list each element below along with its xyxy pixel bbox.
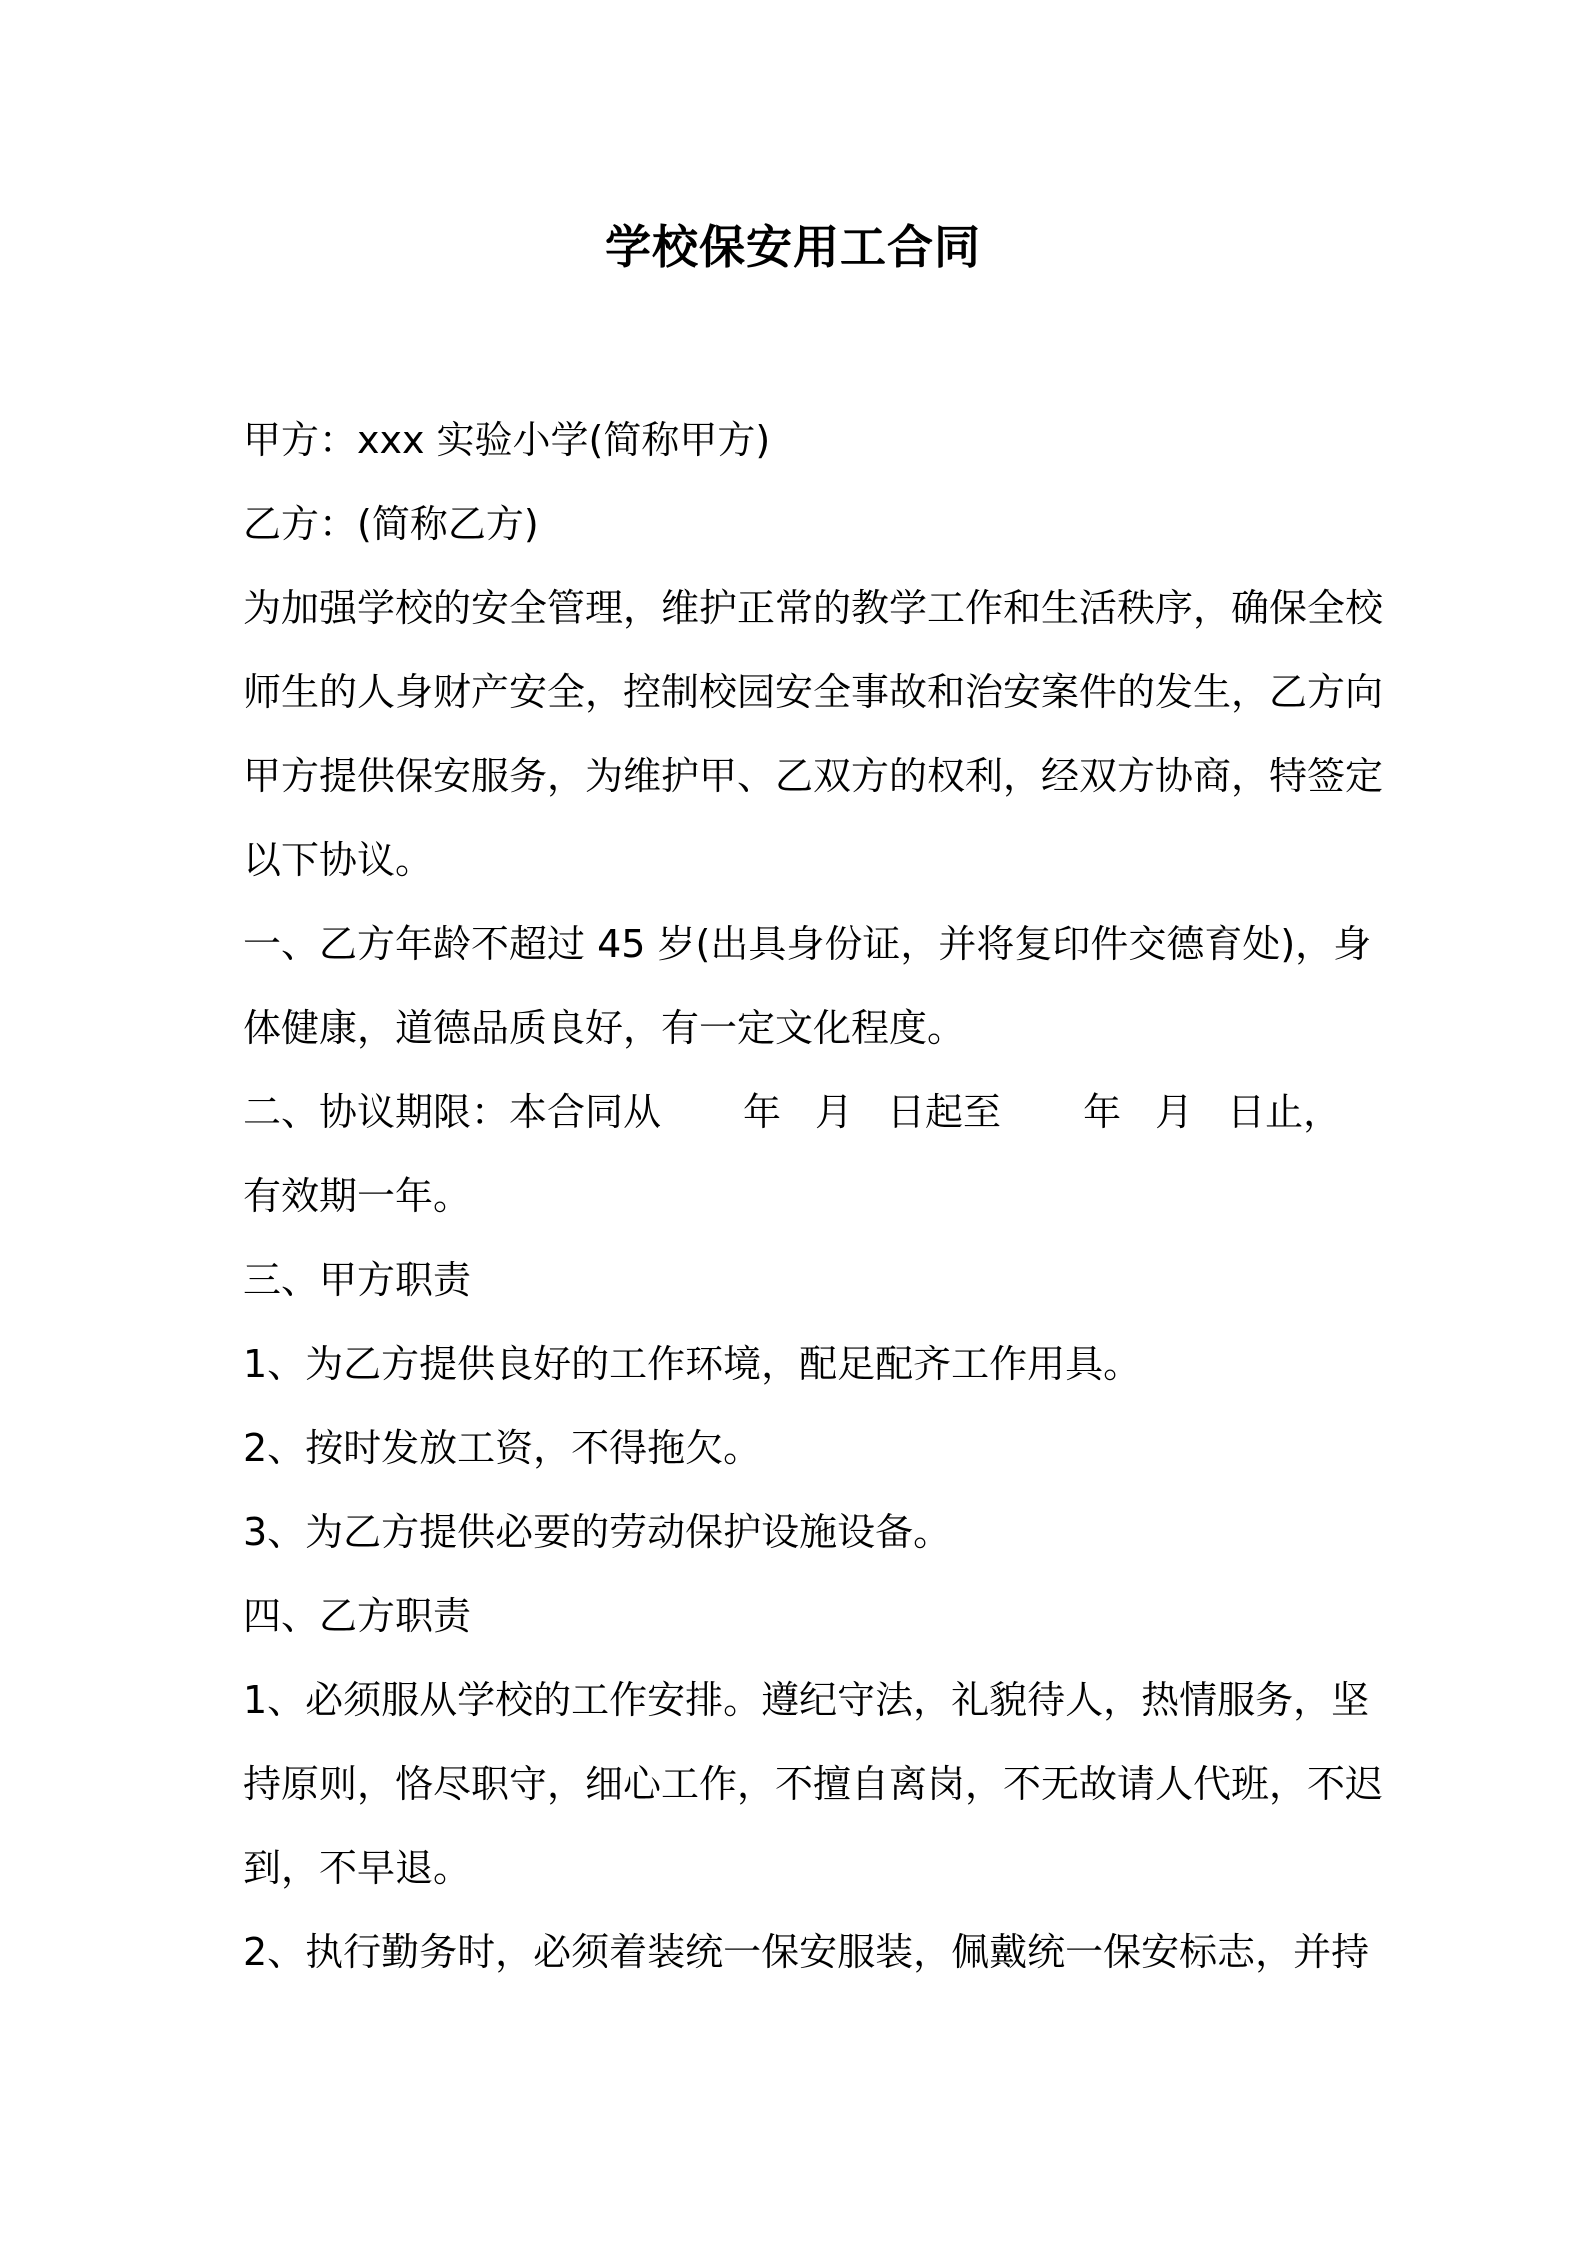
clause-1-line: 一、乙方年龄不超过 45 岁(出具身份证，并将复印件交德育处)，身 (243, 922, 1372, 966)
section-3-heading: 三、甲方职责 (243, 1258, 472, 1302)
end-month-label: 月 (1155, 1090, 1194, 1134)
section-4-heading: 四、乙方职责 (243, 1594, 472, 1638)
start-month-label: 月 (815, 1090, 854, 1134)
preamble-line: 为加强学校的安全管理，维护正常的教学工作和生活秩序，确保全校 (243, 586, 1384, 630)
section-4-item-1-line: 持原则，恪尽职守，细心工作，不擅自离岗，不无故请人代班，不迟 (243, 1762, 1384, 1806)
section-4-item-1-line: 到，不早退。 (243, 1846, 472, 1890)
document-title: 学校保安用工合同 (605, 220, 981, 274)
clause-2-term-line (243, 1070, 1363, 1154)
end-year-label: 年 (1083, 1090, 1122, 1134)
preamble-line: 师生的人身财产安全，控制校园安全事故和治安案件的发生，乙方向 (243, 670, 1384, 714)
section-3-item: 2、按时发放工资，不得拖欠。 (243, 1426, 762, 1470)
start-day-label: 日起至 (887, 1090, 1002, 1134)
party-b-line: 乙方：(简称乙方) (243, 502, 539, 546)
section-3-item: 3、为乙方提供必要的劳动保护设施设备。 (243, 1510, 952, 1554)
end-day-label: 日止， (1227, 1090, 1342, 1134)
clause-2-prefix: 二、协议期限：本合同从 (243, 1090, 662, 1134)
start-year-label: 年 (743, 1090, 782, 1134)
document-body (243, 398, 1384, 1994)
clause-1-line: 体健康，道德品质良好，有一定文化程度。 (243, 1006, 966, 1050)
section-4-item-2-line: 2、执行勤务时，必须着装统一保安服装，佩戴统一保安标志，并持 (243, 1930, 1370, 1974)
section-3-item: 1、为乙方提供良好的工作环境，配足配齐工作用具。 (243, 1342, 1142, 1386)
section-4-item-1-line: 1、必须服从学校的工作安排。遵纪守法，礼貌待人，热情服务，坚 (243, 1678, 1370, 1722)
preamble-line: 以下协议。 (243, 838, 434, 882)
party-a-line: 甲方：xxx 实验小学(简称甲方) (243, 418, 771, 462)
clause-2-validity-line: 有效期一年。 (243, 1174, 472, 1218)
preamble-line: 甲方提供保安服务，为维护甲、乙双方的权利，经双方协商，特签定 (243, 754, 1384, 798)
